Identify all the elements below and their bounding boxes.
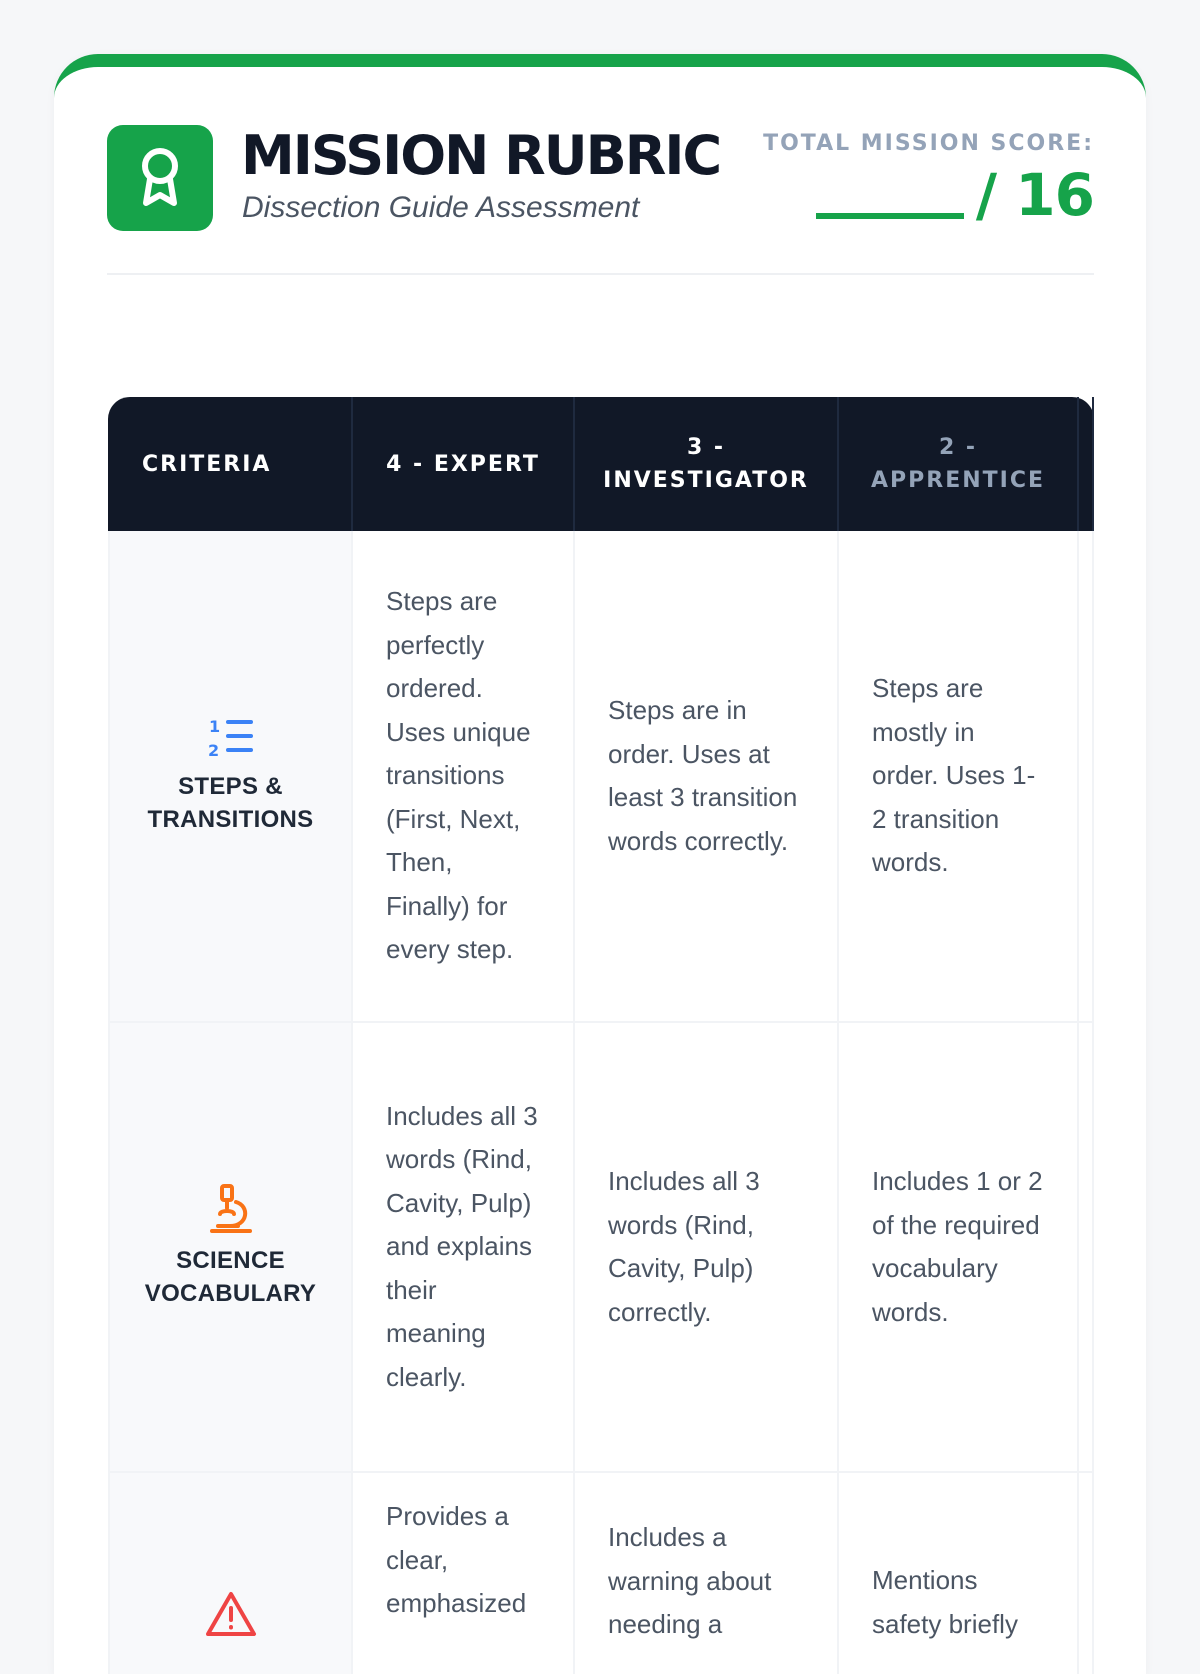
column-header-investigator: 3 - INVESTIGATOR [575, 397, 839, 531]
svg-text:2: 2 [207, 741, 219, 760]
rubric-card [54, 54, 1146, 1674]
score-label: TOTAL MISSION SCORE: [763, 131, 1094, 156]
table-row [108, 531, 1094, 1023]
expert-cell: Includes all 3 words (Rind, Cavity, Pulp) and explains their meaning clearly. [353, 1023, 575, 1471]
apprentice-cell: Mentions safety briefly [839, 1473, 1079, 1674]
warning-icon [205, 1591, 257, 1637]
score-blank-line[interactable] [816, 213, 964, 219]
table-row [108, 1473, 1094, 1674]
criteria-cell [108, 1473, 353, 1674]
apprentice-cell: Steps are mostly in order. Uses 1-2 transition words. [839, 531, 1079, 1021]
column-header-expert: 4 - EXPERT [353, 397, 575, 531]
criteria-label: STEPS & TRANSITIONS [147, 773, 314, 833]
column-header-criteria: CRITERIA [108, 397, 353, 531]
score-max: / 16 [975, 161, 1094, 229]
overflow-cell [1079, 1023, 1094, 1471]
page-subtitle: Dissection Guide Assessment [242, 191, 640, 224]
criteria-cell [108, 1023, 353, 1471]
table-row [108, 1023, 1094, 1473]
investigator-cell: Includes a warning about needing a [575, 1473, 839, 1674]
investigator-cell: Includes all 3 words (Rind, Cavity, Pulp) correctly. [575, 1023, 839, 1471]
investigator-cell: Steps are in order. Uses at least 3 transition words correctly. [575, 531, 839, 1021]
award-badge [107, 125, 213, 231]
microscope-icon [208, 1184, 254, 1234]
criteria-cell [108, 531, 353, 1021]
apprentice-cell: Includes 1 or 2 of the required vocabulary words. [839, 1023, 1079, 1471]
expert-cell: Provides a clear, emphasized [353, 1473, 575, 1674]
award-icon [136, 147, 184, 209]
rubric-table [108, 397, 1094, 1674]
svg-text:1: 1 [208, 717, 220, 736]
table-header [108, 397, 1094, 531]
rubric-header [107, 125, 1094, 275]
page-title: MISSION RUBRIC [241, 124, 721, 187]
criteria-label: SCIENCE VOCABULARY [144, 1247, 317, 1307]
column-header-overflow [1079, 397, 1094, 531]
overflow-cell [1079, 1473, 1094, 1674]
expert-cell: Steps are perfectly ordered. Uses unique transitions (First, Next, Then, Finally) for every step. [353, 531, 575, 1021]
list-ordered-icon [208, 716, 254, 760]
column-header-apprentice: 2 - APPRENTICE [839, 397, 1079, 531]
overflow-cell [1079, 531, 1094, 1021]
